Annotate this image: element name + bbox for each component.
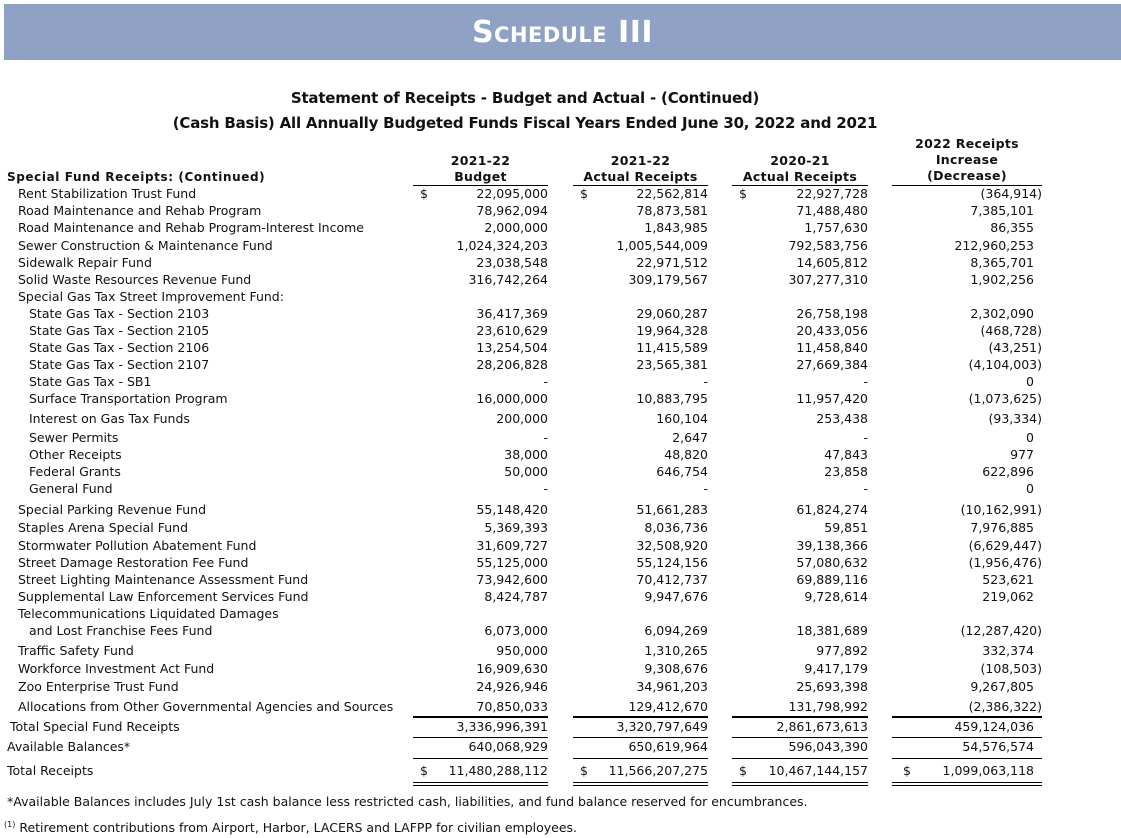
table-row <box>0 698 1121 715</box>
table-row <box>0 446 1121 463</box>
actual-2022-cell: - <box>703 374 708 389</box>
increase-cell: (364,914) <box>980 186 1042 201</box>
budget-cell: 8,424,787 <box>484 589 548 604</box>
table-row <box>0 660 1121 677</box>
double-rule <box>892 782 1042 783</box>
table-row <box>0 390 1121 407</box>
row-label: Street Damage Restoration Fee Fund <box>18 555 249 570</box>
budget-cell: 31,609,727 <box>476 538 548 553</box>
budget-cell: - <box>543 374 548 389</box>
budget-cell: 78,962,094 <box>476 203 548 218</box>
row-label: State Gas Tax - Section 2106 <box>29 340 210 355</box>
actual-2021-cell: 9,728,614 <box>804 589 868 604</box>
table-row <box>0 410 1121 427</box>
increase-cell: 212,960,253 <box>954 238 1034 253</box>
actual-2021-cell: 9,417,179 <box>804 661 868 676</box>
row-label: Surface Transportation Program <box>29 391 228 406</box>
increase-cell: (468,728) <box>980 323 1042 338</box>
table-row <box>0 571 1121 588</box>
row-label: Special Parking Revenue Fund <box>18 502 207 517</box>
row-label: State Gas Tax - Section 2107 <box>29 357 210 372</box>
actual-2022-cell: 2,647 <box>672 430 708 445</box>
actual-2021-cell: 27,669,384 <box>796 357 868 372</box>
actual-2021-cell: 61,824,274 <box>796 502 868 517</box>
actual-2022-cell: 8,036,736 <box>644 520 708 535</box>
actual-2022-cell: 51,661,283 <box>636 502 708 517</box>
actual-2021-cell: 25,693,398 <box>796 679 868 694</box>
retirement-footnote: $^{(1)}$ Retirement contributions from Airport, Harbor, LACERS and LAFPP for civilian employees. <box>4 820 578 835</box>
actual-2022-cell: 1,843,985 <box>644 220 708 235</box>
actual-2022-column-header: 2021-22 Actual Receipts <box>583 153 698 184</box>
table-row <box>0 605 1121 622</box>
budget-cell: 5,369,393 <box>484 520 548 535</box>
budget-cell: 23,610,629 <box>476 323 548 338</box>
actual-2021-cell: - <box>863 430 868 445</box>
table-row <box>0 237 1121 254</box>
increase-cell: (1,073,625) <box>968 391 1042 406</box>
total-rule <box>573 758 708 759</box>
row-label: State Gas Tax - Section 2103 <box>29 306 210 321</box>
actual-2022-cell: 19,964,328 <box>636 323 708 338</box>
available-balances-row: Available Balances* 640,068,929 650,619,964 596,043,390 54,576,574 <box>7 739 1034 754</box>
double-rule <box>413 785 548 786</box>
actual-2021-cell: 59,851 <box>824 520 868 535</box>
actual-2022-cell: 78,873,581 <box>636 203 708 218</box>
increase-cell: 0 <box>1026 430 1034 445</box>
actual-2021-cell: 11,957,420 <box>796 391 868 406</box>
budget-cell: 950,000 <box>496 643 548 658</box>
row-label: Federal Grants <box>29 464 121 479</box>
total-rule <box>892 758 1042 759</box>
row-label: Road Maintenance and Rehab Program <box>18 203 262 218</box>
budget-cell: 36,417,369 <box>476 306 548 321</box>
statement-subtitle: (Cash Basis) All Annually Budgeted Funds Fiscal Years Ended June 30, 2022 and 2021 <box>172 114 878 132</box>
actual-2021-cell: 1,757,630 <box>804 220 868 235</box>
actual-2021-cell: - <box>863 481 868 496</box>
table-row <box>0 554 1121 571</box>
row-label: Workforce Investment Act Fund <box>18 661 215 676</box>
row-label: and Lost Franchise Fees Fund <box>29 623 213 638</box>
actual-2022-cell: 70,412,737 <box>636 572 708 587</box>
actual-2021-cell: 307,277,310 <box>788 272 868 287</box>
actual-2022-cell: 9,947,676 <box>644 589 708 604</box>
budget-cell: 1,024,324,203 <box>456 238 548 253</box>
table-row <box>0 463 1121 480</box>
actual-2021-cell: 57,080,632 <box>796 555 868 570</box>
actual-2022-cell: 34,961,203 <box>636 679 708 694</box>
increase-cell: (6,629,447) <box>968 538 1042 553</box>
increase-cell: 0 <box>1026 374 1034 389</box>
actual-2022-cell: 22,562,814 <box>636 186 708 201</box>
actual-2022-cell: 160,104 <box>656 411 708 426</box>
budget-cell: 16,909,630 <box>476 661 548 676</box>
table-row <box>0 519 1121 536</box>
increase-cell: 7,385,101 <box>970 203 1034 218</box>
actual-2021-cell: - <box>863 374 868 389</box>
budget-cell: 38,000 <box>504 447 548 462</box>
actual-2022-cell: 309,179,567 <box>628 272 708 287</box>
budget-cell: 55,125,000 <box>476 555 548 570</box>
increase-cell: (12,287,420) <box>960 623 1042 638</box>
actual-2021-cell: 47,843 <box>824 447 868 462</box>
increase-cell: 9,267,805 <box>970 679 1034 694</box>
table-row <box>0 678 1121 695</box>
row-label: Telecommunications Liquidated Damages <box>18 606 279 621</box>
table-row <box>0 356 1121 373</box>
actual-2021-cell: 39,138,366 <box>796 538 868 553</box>
double-rule <box>732 785 868 786</box>
actual-2022-cell: 9,308,676 <box>644 661 708 676</box>
budget-cell: 22,095,000 <box>476 186 548 201</box>
row-label: State Gas Tax - Section 2105 <box>29 323 210 338</box>
row-label: Supplemental Law Enforcement Services Fund <box>18 589 309 604</box>
increase-cell: 7,976,885 <box>970 520 1034 535</box>
increase-cell: 977 <box>1010 447 1034 462</box>
currency-symbol: $ <box>580 186 588 201</box>
row-label: Sewer Construction & Maintenance Fund <box>18 238 273 253</box>
schedule-title: Schedule III <box>471 14 654 50</box>
table-row <box>0 305 1121 322</box>
table-row <box>0 271 1121 288</box>
actual-2021-cell: 69,889,116 <box>796 572 868 587</box>
actual-2021-cell: 11,458,840 <box>796 340 868 355</box>
row-label: Sewer Permits <box>29 430 119 445</box>
actual-2021-cell: 253,438 <box>816 411 868 426</box>
currency-symbol: $ <box>739 186 747 201</box>
increase-cell: (43,251) <box>988 340 1042 355</box>
table-row <box>0 288 1121 305</box>
table-row <box>0 254 1121 271</box>
table-row <box>0 219 1121 236</box>
table-row <box>0 429 1121 446</box>
actual-2022-cell: 29,060,287 <box>636 306 708 321</box>
actual-2021-cell: 22,927,728 <box>796 186 868 201</box>
increase-cell: (2,386,322) <box>968 699 1042 714</box>
increase-cell: 1,902,256 <box>970 272 1034 287</box>
actual-2022-cell: 1,005,544,009 <box>616 238 708 253</box>
double-rule <box>573 782 708 783</box>
budget-cell: 28,206,828 <box>476 357 548 372</box>
row-label: Solid Waste Resources Revenue Fund <box>18 272 252 287</box>
budget-column-header: 2021-22 Budget <box>450 153 511 184</box>
actual-2022-cell: 646,754 <box>656 464 708 479</box>
budget-cell: 70,850,033 <box>476 699 548 714</box>
actual-2022-cell: 22,971,512 <box>636 255 708 270</box>
increase-cell: 86,355 <box>990 220 1034 235</box>
increase-cell: 219,062 <box>982 589 1034 604</box>
table-row <box>0 202 1121 219</box>
actual-2021-cell: 26,758,198 <box>796 306 868 321</box>
row-label: Stormwater Pollution Abatement Fund <box>18 538 257 553</box>
actual-2022-cell: 6,094,269 <box>644 623 708 638</box>
table-row <box>0 588 1121 605</box>
table-row <box>0 373 1121 390</box>
actual-2022-cell: 48,820 <box>664 447 708 462</box>
budget-cell: 24,926,946 <box>476 679 548 694</box>
double-rule <box>573 785 708 786</box>
table-row <box>0 642 1121 659</box>
increase-cell: (10,162,991) <box>960 502 1042 517</box>
actual-2022-cell: 32,508,920 <box>636 538 708 553</box>
total-special-fund-row: Total Special Fund Receipts 3,336,996,391 3,320,797,649 2,861,673,613 459,124,036 <box>10 719 1034 734</box>
actual-2021-column-header: 2020-21 Actual Receipts <box>742 153 858 184</box>
increase-cell: 622,896 <box>982 464 1034 479</box>
row-label: Street Lighting Maintenance Assessment Fund <box>18 572 309 587</box>
budget-cell: 6,073,000 <box>484 623 548 638</box>
increase-cell: 332,374 <box>982 643 1034 658</box>
budget-cell: 16,000,000 <box>476 391 548 406</box>
row-label: Special Gas Tax Street Improvement Fund: <box>18 289 284 304</box>
increase-cell: (93,334) <box>988 411 1042 426</box>
actual-2022-cell: 1,310,265 <box>644 643 708 658</box>
increase-cell: 8,365,701 <box>970 255 1034 270</box>
row-label: Staples Arena Special Fund <box>18 520 189 535</box>
row-label: Interest on Gas Tax Funds <box>29 411 190 426</box>
row-label: Rent Stabilization Trust Fund <box>18 186 197 201</box>
budget-cell: 73,942,600 <box>476 572 548 587</box>
table-row <box>0 501 1121 518</box>
increase-cell: 523,621 <box>982 572 1034 587</box>
increase-cell: 0 <box>1026 481 1034 496</box>
table-row <box>0 185 1121 202</box>
actual-2021-cell: 792,583,756 <box>788 238 868 253</box>
increase-column-header: 2022 Receipts Increase (Decrease) <box>915 136 1019 183</box>
total-rule <box>732 758 868 759</box>
statement-title: Statement of Receipts - Budget and Actual - (Continued) <box>290 89 760 107</box>
actual-2021-cell: 71,488,480 <box>796 203 868 218</box>
increase-cell: 2,302,090 <box>970 306 1034 321</box>
row-label: Other Receipts <box>29 447 122 462</box>
section-header: Special Fund Receipts: (Continued) <box>7 170 266 184</box>
budget-cell: 50,000 <box>504 464 548 479</box>
total-receipts-row: Total Receipts $ 11,480,288,112 $ 11,566,207,275 $ 10,467,144,157 $ 1,099,063,118 <box>7 763 1034 778</box>
actual-2021-cell: 14,605,812 <box>796 255 868 270</box>
budget-cell: - <box>543 430 548 445</box>
double-rule <box>732 782 868 783</box>
table-row <box>0 480 1121 497</box>
row-label: Zoo Enterprise Trust Fund <box>18 679 179 694</box>
actual-2022-cell: 10,883,795 <box>636 391 708 406</box>
increase-cell: (1,956,476) <box>968 555 1042 570</box>
actual-2021-cell: 131,798,992 <box>788 699 868 714</box>
actual-2022-cell: 11,415,589 <box>636 340 708 355</box>
double-rule <box>892 785 1042 786</box>
budget-cell: 13,254,504 <box>476 340 548 355</box>
budget-cell: 23,038,548 <box>476 255 548 270</box>
budget-cell: - <box>543 481 548 496</box>
table-row <box>0 537 1121 554</box>
table-row <box>0 622 1121 639</box>
double-rule <box>413 782 548 783</box>
row-label: Sidewalk Repair Fund <box>18 255 152 270</box>
table-row <box>0 322 1121 339</box>
actual-2021-cell: 977,892 <box>816 643 868 658</box>
actual-2021-cell: 18,381,689 <box>796 623 868 638</box>
budget-cell: 200,000 <box>496 411 548 426</box>
row-label: Road Maintenance and Rehab Program-Interest Income <box>18 220 364 235</box>
actual-2021-cell: 23,858 <box>824 464 868 479</box>
currency-symbol: $ <box>420 186 428 201</box>
actual-2022-cell: 23,565,381 <box>636 357 708 372</box>
row-label: General Fund <box>29 481 113 496</box>
row-label: State Gas Tax - SB1 <box>29 374 152 389</box>
total-rule <box>413 758 548 759</box>
row-label: Traffic Safety Fund <box>18 643 134 658</box>
actual-2022-cell: - <box>703 481 708 496</box>
row-label: Allocations from Other Governmental Agencies and Sources <box>18 699 394 714</box>
schedule-banner <box>4 4 1121 60</box>
available-balances-footnote: *Available Balances includes July 1st cash balance less restricted cash, liabilities, and fund balance reserved for encumbrances. <box>7 794 808 809</box>
budget-cell: 55,148,420 <box>476 502 548 517</box>
increase-cell: (4,104,003) <box>968 357 1042 372</box>
actual-2021-cell: 20,433,056 <box>796 323 868 338</box>
actual-2022-cell: 55,124,156 <box>636 555 708 570</box>
budget-cell: 316,742,264 <box>468 272 548 287</box>
increase-cell: (108,503) <box>980 661 1042 676</box>
table-row <box>0 339 1121 356</box>
budget-cell: 2,000,000 <box>484 220 548 235</box>
actual-2022-cell: 129,412,670 <box>628 699 708 714</box>
